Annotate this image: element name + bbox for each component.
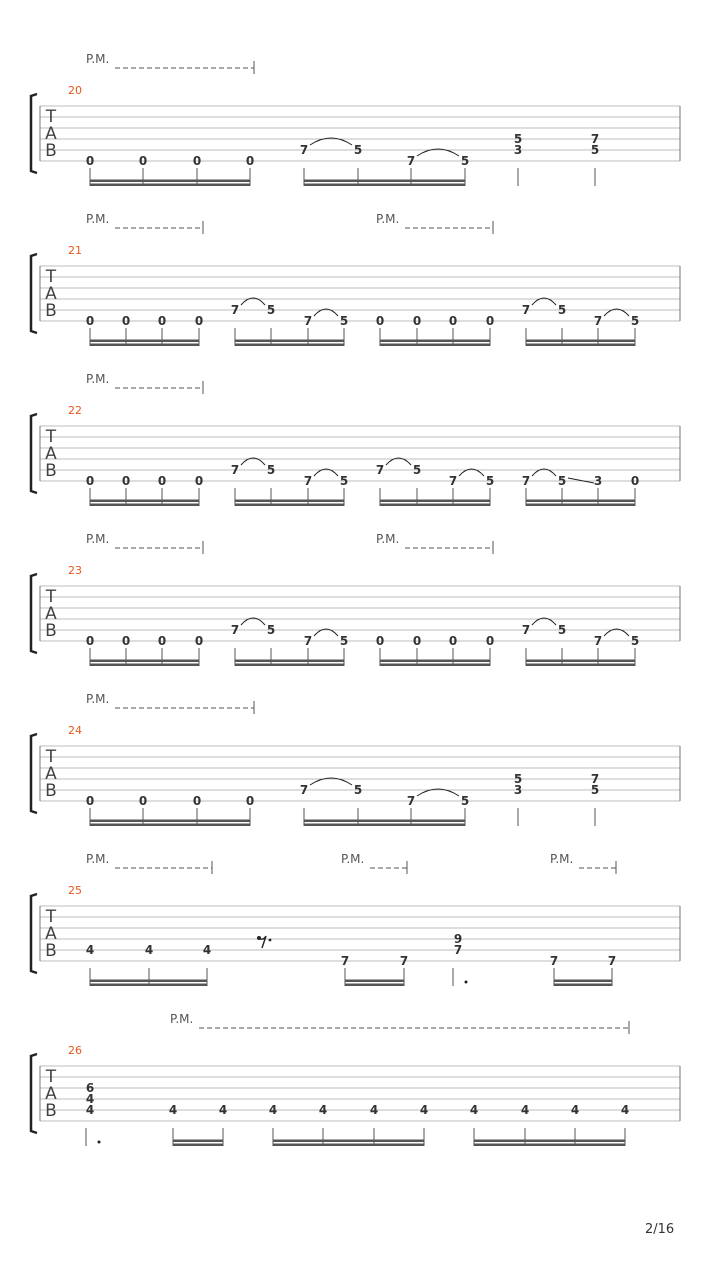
fret-number: 7 [549,954,559,968]
fret-number: 9 [453,932,463,946]
beam [474,1144,625,1147]
fret-number: 5 [266,303,276,317]
fret-number: 0 [194,634,204,648]
fret-number: 5 [353,143,363,157]
beam [90,340,199,343]
fret-number: 0 [157,474,167,488]
fret-number: 3 [513,143,523,157]
fret-number: 7 [448,474,458,488]
fret-number: 7 [299,783,309,797]
palm-mute-label: P.M. [86,212,110,226]
fret-number: 7 [230,463,240,477]
system-bracket [31,1054,37,1133]
beam [90,984,207,987]
beam [304,820,465,823]
beam [304,824,465,827]
fret-number: 5 [590,783,600,797]
beam [380,344,490,347]
fret-number: 7 [521,303,531,317]
system-bracket [31,734,37,813]
beam [380,660,490,663]
tab-clef-letter: T [45,587,57,607]
measure-number: 21 [68,244,82,257]
beam [554,980,612,983]
fret-number: 5 [630,634,640,648]
measure-number: 24 [68,724,82,737]
palm-mute-label: P.M. [550,852,574,866]
beam [235,500,344,503]
fret-number: 5 [513,132,523,146]
fret-number: 4 [419,1103,429,1117]
fret-number: 4 [202,943,212,957]
fret-number: 7 [230,303,240,317]
fret-number: 5 [557,474,567,488]
fret-number: 0 [157,314,167,328]
beam [90,820,250,823]
beam [345,984,404,987]
fret-number: 7 [607,954,617,968]
tab-clef-letter: B [45,461,57,481]
fret-number: 0 [121,314,131,328]
system-bracket [31,414,37,493]
fret-number: 0 [448,634,458,648]
fret-number: 0 [192,794,202,808]
beam [173,1140,223,1143]
fret-number: 0 [138,794,148,808]
fret-number: 0 [630,474,640,488]
system-bracket [31,894,37,973]
fret-number: 4 [469,1103,479,1117]
fret-number: 0 [194,474,204,488]
beam [90,180,250,183]
beam [235,504,344,507]
palm-mute-label: P.M. [170,1012,194,1026]
beam [380,500,490,503]
fret-number: 7 [399,954,409,968]
beam [235,344,344,347]
fret-number: 0 [375,634,385,648]
fret-number: 0 [192,154,202,168]
beam [380,340,490,343]
fret-number: 5 [557,623,567,637]
fret-number: 5 [339,474,349,488]
beam [90,664,199,667]
beam [90,504,199,507]
fret-number: 5 [339,314,349,328]
rest-dot [269,939,272,942]
fret-number: 0 [194,314,204,328]
beam [526,660,635,663]
fret-number: 0 [85,314,95,328]
fret-number: 4 [218,1103,228,1117]
beam [173,1144,223,1147]
fret-number: 5 [460,794,470,808]
tab-clef-letter: A [45,124,57,144]
tab-clef-letter: A [45,284,57,304]
fret-number: 7 [521,623,531,637]
beam [380,664,490,667]
fret-number: 4 [318,1103,328,1117]
fret-number: 6 [85,1081,95,1095]
tab-clef-letter: T [45,907,57,927]
fret-number: 7 [453,943,463,957]
page-number: 2/16 [645,1222,675,1237]
tab-clef-letter: A [45,444,57,464]
fret-number: 0 [448,314,458,328]
beam [90,660,199,663]
beam [304,180,465,183]
beam [90,824,250,827]
tab-clef-letter: T [45,267,57,287]
fret-number: 7 [590,772,600,786]
fret-number: 0 [485,634,495,648]
fret-number: 0 [85,794,95,808]
fret-number: 5 [513,772,523,786]
tab-clef-letter: B [45,781,57,801]
palm-mute-label: P.M. [86,372,110,386]
tab-clef-letter: A [45,764,57,784]
palm-mute-label: P.M. [86,852,110,866]
fret-number: 7 [593,314,603,328]
fret-number: 7 [593,634,603,648]
fret-number: 4 [85,943,95,957]
fret-number: 7 [303,634,313,648]
beam [273,1144,424,1147]
fret-number: 0 [485,314,495,328]
beam [90,184,250,187]
beam [90,344,199,347]
tab-clef-letter: T [45,107,57,127]
fret-number: 7 [590,132,600,146]
fret-number: 0 [412,314,422,328]
tab-clef-letter: T [45,1067,57,1087]
fret-number: 0 [138,154,148,168]
fret-number: 4 [570,1103,580,1117]
fret-number: 0 [121,474,131,488]
measure-number: 26 [68,1044,82,1057]
beam [526,500,635,503]
fret-number: 7 [303,474,313,488]
beam [526,504,635,507]
fret-number: 4 [268,1103,278,1117]
tab-clef-letter: B [45,141,57,161]
system-bracket [31,574,37,653]
tab-clef-letter: B [45,301,57,321]
tab-clef-letter: B [45,941,57,961]
palm-mute-label: P.M. [376,532,400,546]
fret-number: 0 [121,634,131,648]
fret-number: 7 [375,463,385,477]
tab-clef-letter: A [45,1084,57,1104]
tab-clef-letter: T [45,747,57,767]
fret-number: 4 [85,1103,95,1117]
fret-number: 0 [85,154,95,168]
beam [273,1140,424,1143]
beam [526,664,635,667]
fret-number: 3 [513,783,523,797]
measure-number: 22 [68,404,82,417]
beam [380,504,490,507]
system-bracket [31,254,37,333]
duration-dot [465,981,468,984]
fret-number: 0 [85,634,95,648]
palm-mute-label: P.M. [86,692,110,706]
fret-number: 0 [375,314,385,328]
fret-number: 0 [245,154,255,168]
fret-number: 0 [157,634,167,648]
palm-mute-label: P.M. [376,212,400,226]
fret-number: 5 [590,143,600,157]
fret-number: 4 [620,1103,630,1117]
beam [235,664,344,667]
beam [235,340,344,343]
beam [526,344,635,347]
fret-number: 0 [245,794,255,808]
fret-number: 5 [266,623,276,637]
fret-number: 5 [485,474,495,488]
measure-number: 23 [68,564,82,577]
fret-number: 5 [266,463,276,477]
beam [90,980,207,983]
fret-number: 7 [406,154,416,168]
fret-number: 7 [230,623,240,637]
palm-mute-label: P.M. [86,532,110,546]
system-bracket [31,94,37,173]
beam [526,340,635,343]
fret-number: 7 [406,794,416,808]
fret-number: 4 [520,1103,530,1117]
beam [345,980,404,983]
fret-number: 5 [353,783,363,797]
fret-number: 0 [85,474,95,488]
fret-number: 5 [630,314,640,328]
fret-number: 7 [340,954,350,968]
beam [90,500,199,503]
tab-clef-letter: A [45,604,57,624]
fret-number: 4 [168,1103,178,1117]
fret-number: 5 [460,154,470,168]
tab-clef-letter: A [45,924,57,944]
fret-number: 4 [85,1092,95,1106]
fret-number: 5 [557,303,567,317]
palm-mute-label: P.M. [86,52,110,66]
fret-number: 4 [144,943,154,957]
measure-number: 25 [68,884,82,897]
tab-clef-letter: B [45,1101,57,1121]
beam [235,660,344,663]
beam [304,184,465,187]
beam [474,1140,625,1143]
fret-number: 7 [299,143,309,157]
palm-mute-label: P.M. [341,852,365,866]
beam [554,984,612,987]
fret-number: 7 [303,314,313,328]
duration-dot [98,1141,101,1144]
tab-clef-letter: B [45,621,57,641]
tab-clef-letter: T [45,427,57,447]
fret-number: 0 [412,634,422,648]
fret-number: 3 [593,474,603,488]
measure-number: 20 [68,84,82,97]
fret-number: 4 [369,1103,379,1117]
fret-number: 5 [339,634,349,648]
fret-number: 7 [521,474,531,488]
fret-number: 5 [412,463,422,477]
